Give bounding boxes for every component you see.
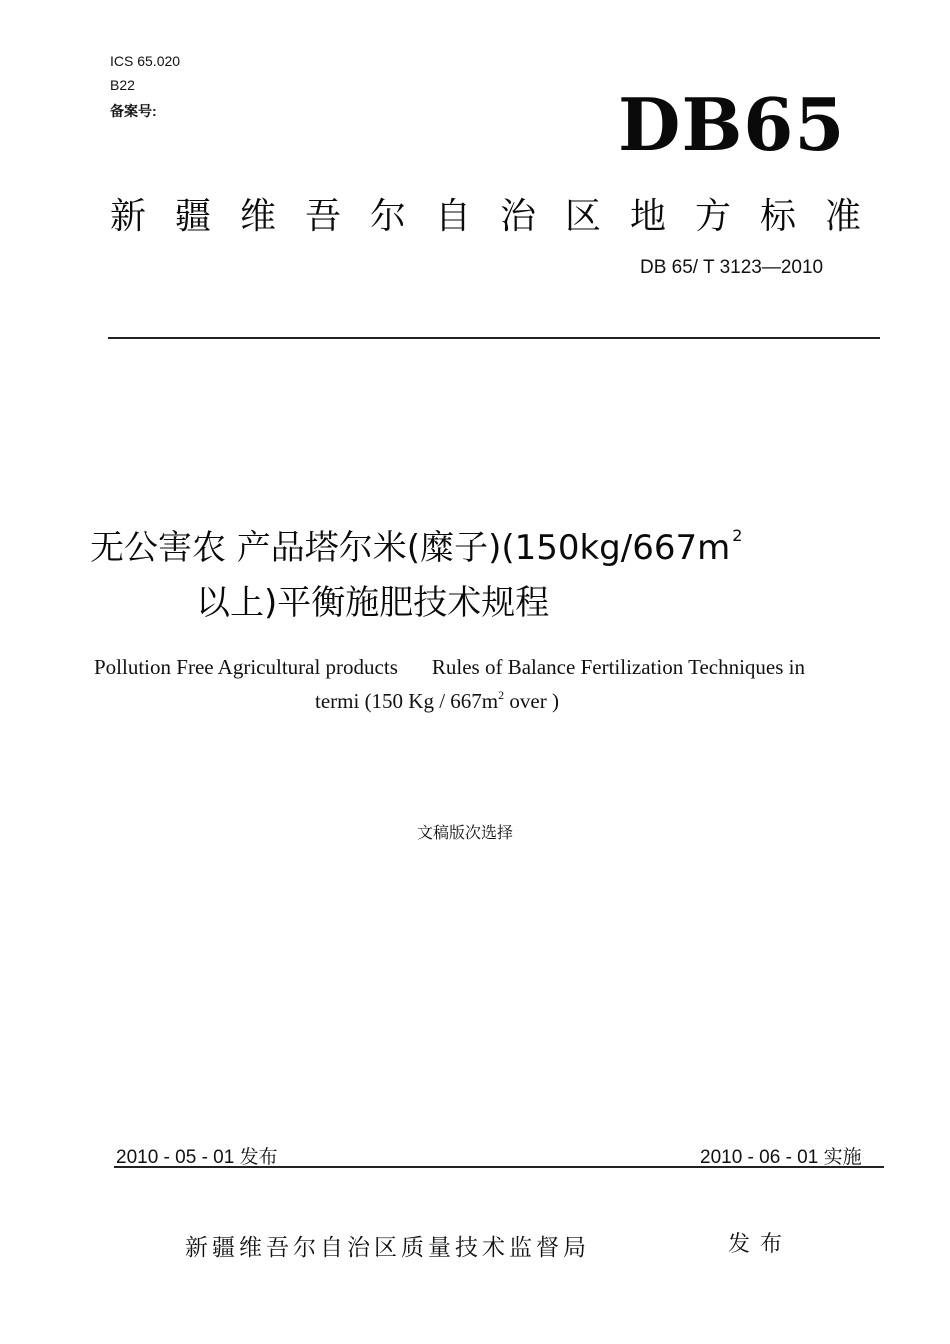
top-divider [108, 337, 880, 339]
ccs-code: B22 [110, 77, 135, 93]
issuing-authority: 新疆维吾尔自治区质量技术监督局 [185, 1235, 590, 1261]
title-cn-superscript: 2 [732, 526, 743, 545]
title-cn-line-1 [90, 520, 742, 569]
issue-date: 2010 - 05 - 01 发布 [116, 1147, 278, 1168]
draft-version-label: 文稿版次选择 [417, 823, 514, 842]
issuing-action: 发布 [728, 1232, 793, 1257]
title-en-superscript: 2 [498, 688, 505, 702]
title-en-line-2-post: over ) [504, 689, 559, 713]
ics-code: ICS 65.020 [110, 53, 181, 69]
title-en-line-1 [94, 655, 805, 680]
title-cn-line-2: 以上)平衡施肥技术规程 [196, 583, 550, 623]
standard-logo: DB65 [618, 82, 846, 167]
title-en-part-2: Rules of Balance Fertilization Techniques in [431, 655, 806, 679]
effective-date: 2010 - 06 - 01 实施 [700, 1147, 862, 1168]
record-number-label: 备案号: [110, 103, 157, 119]
title-en-line-2 [315, 688, 559, 714]
bottom-divider [114, 1166, 884, 1168]
standard-code: DB 65/ T 3123—2010 [640, 257, 824, 278]
title-en-part-1: Pollution Free Agricultural products [94, 655, 398, 679]
title-cn-line-1-text: 无公害农 产品塔尔米(糜子)(150kg/667m [90, 528, 731, 568]
standard-category: 新疆维吾尔自治区地方标准 [110, 196, 891, 237]
title-en-line-2-pre: termi (150 Kg / 667m [315, 689, 499, 713]
